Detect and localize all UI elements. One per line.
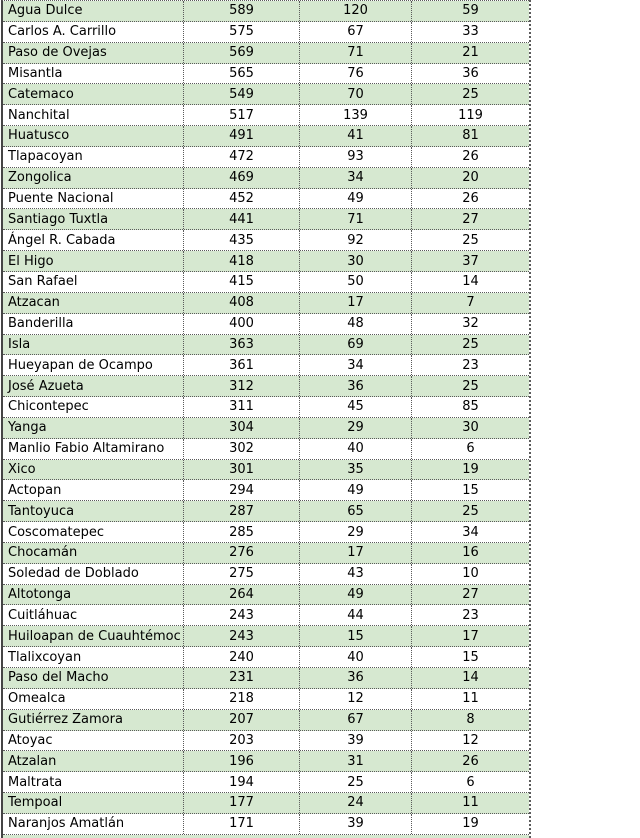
value-cell: 32 (462, 316, 479, 332)
value-cell: 207 (184, 710, 300, 730)
value-cell: 24 (300, 793, 412, 813)
municipality-name-cell: Yanga (3, 418, 184, 438)
municipality-name-cell: Manlio Fabio Altamirano (3, 439, 184, 459)
value-cell: 14 (462, 670, 479, 686)
value-cell: 12 (462, 732, 479, 748)
value-cell: 26 (462, 191, 479, 207)
value-cell: 312 (184, 376, 300, 396)
table-row (3, 84, 529, 105)
value-cell: 19 (462, 461, 479, 477)
value-cell: 39 (300, 814, 412, 834)
value-cell: 70 (300, 84, 412, 104)
table-row (3, 418, 529, 439)
value-cell: 26 (462, 149, 479, 165)
table-row (3, 126, 529, 147)
value-cell: 49 (300, 480, 412, 500)
municipality-name-cell: Banderilla (3, 314, 184, 334)
value-cell: 17 (462, 628, 479, 644)
value-cell: 177 (184, 793, 300, 813)
table-row (3, 251, 529, 272)
value-cell: 45 (300, 397, 412, 417)
value-cell: 240 (184, 647, 300, 667)
value-cell: 25 (462, 503, 479, 519)
value-cell: 34 (300, 355, 412, 375)
table-row (3, 626, 529, 647)
table-row (3, 376, 529, 397)
municipality-name-cell: Omealca (3, 689, 184, 709)
municipality-name-cell: Paso del Macho (3, 668, 184, 688)
municipality-name-cell: Carlos A. Carrillo (3, 22, 184, 42)
value-cell: 30 (462, 420, 479, 436)
value-cell: 67 (300, 710, 412, 730)
value-cell: 25 (462, 86, 479, 102)
value-cell: 49 (300, 189, 412, 209)
value-cell: 243 (184, 605, 300, 625)
municipality-name-cell: Ángel R. Cabada (3, 230, 184, 250)
table-row (3, 522, 529, 543)
municipality-name-cell: Soledad de Doblado (3, 564, 184, 584)
value-cell: 120 (300, 1, 412, 21)
table-row (3, 355, 529, 376)
value-cell: 23 (462, 357, 479, 373)
value-cell: 171 (184, 814, 300, 834)
value-cell: 29 (300, 522, 412, 542)
table-row (3, 439, 529, 460)
value-cell: 549 (184, 84, 300, 104)
municipality-name-cell: Zongolica (3, 168, 184, 188)
value-cell: 6 (466, 441, 475, 457)
value-cell: 139 (300, 105, 412, 125)
municipality-name-cell: Actopan (3, 480, 184, 500)
value-cell: 14 (462, 274, 479, 290)
municipality-name-cell: Huiloapan de Cuauhtémoc (3, 626, 184, 646)
municipality-name-cell: Tempoal (3, 793, 184, 813)
value-cell: 69 (300, 335, 412, 355)
value-cell: 19 (462, 816, 479, 832)
table-row (3, 668, 529, 689)
value-cell: 218 (184, 689, 300, 709)
value-cell: 203 (184, 731, 300, 751)
value-cell: 441 (184, 209, 300, 229)
value-cell: 10 (462, 566, 479, 582)
value-cell: 41 (300, 126, 412, 146)
value-cell: 589 (184, 1, 300, 21)
value-cell: 472 (184, 147, 300, 167)
value-cell: 491 (184, 126, 300, 146)
value-cell: 36 (300, 668, 412, 688)
value-cell: 575 (184, 22, 300, 42)
municipality-name-cell: Tlalixcoyan (3, 647, 184, 667)
municipality-name-cell: Tantoyuca (3, 501, 184, 521)
table-row (3, 585, 529, 606)
municipality-name-cell: Gutiérrez Zamora (3, 710, 184, 730)
table-row (3, 209, 529, 230)
municipality-name-cell: Altotonga (3, 585, 184, 605)
value-cell: 15 (462, 649, 479, 665)
value-cell: 76 (300, 64, 412, 84)
table-row (3, 168, 529, 189)
value-cell: 67 (300, 22, 412, 42)
value-cell: 25 (300, 772, 412, 792)
value-cell: 71 (300, 43, 412, 63)
table-row (3, 772, 529, 793)
value-cell: 400 (184, 314, 300, 334)
value-cell: 311 (184, 397, 300, 417)
table-row (3, 480, 529, 501)
value-cell: 23 (462, 607, 479, 623)
value-cell: 31 (300, 751, 412, 771)
value-cell: 15 (462, 482, 479, 498)
value-cell: 29 (300, 418, 412, 438)
municipality-table (1, 0, 531, 838)
municipality-name-cell: Atoyac (3, 731, 184, 751)
value-cell: 435 (184, 230, 300, 250)
value-cell: 34 (462, 524, 479, 540)
municipality-name-cell: Santiago Tuxtla (3, 209, 184, 229)
value-cell: 17 (300, 293, 412, 313)
table-row (3, 543, 529, 564)
value-cell: 275 (184, 564, 300, 584)
value-cell: 27 (462, 587, 479, 603)
table-row (3, 397, 529, 418)
value-cell: 34 (300, 168, 412, 188)
value-cell: 415 (184, 272, 300, 292)
value-cell: 194 (184, 772, 300, 792)
value-cell: 119 (458, 107, 483, 123)
value-cell: 361 (184, 355, 300, 375)
value-cell: 517 (184, 105, 300, 125)
municipality-name-cell: Coscomatepec (3, 522, 184, 542)
value-cell: 21 (462, 45, 479, 61)
table-row (3, 147, 529, 168)
municipality-name-cell: Isla (3, 335, 184, 355)
value-cell: 302 (184, 439, 300, 459)
value-cell: 11 (462, 795, 479, 811)
value-cell: 26 (462, 753, 479, 769)
table-row (3, 793, 529, 814)
value-cell: 304 (184, 418, 300, 438)
table-row (3, 22, 529, 43)
value-cell: 49 (300, 585, 412, 605)
value-cell: 25 (462, 232, 479, 248)
municipality-name-cell: Naranjos Amatlán (3, 814, 184, 834)
value-cell: 48 (300, 314, 412, 334)
value-cell: 65 (300, 501, 412, 521)
value-cell: 25 (462, 336, 479, 352)
value-cell: 43 (300, 564, 412, 584)
municipality-name-cell: Agua Dulce (3, 1, 184, 21)
value-cell: 8 (466, 712, 475, 728)
municipality-name-cell: José Azueta (3, 376, 184, 396)
value-cell: 30 (300, 251, 412, 271)
value-cell: 37 (462, 253, 479, 269)
municipality-name-cell: Chicontepec (3, 397, 184, 417)
municipality-name-cell: Xico (3, 460, 184, 480)
value-cell: 25 (462, 378, 479, 394)
value-cell: 59 (462, 3, 479, 19)
value-cell: 12 (300, 689, 412, 709)
value-cell: 15 (300, 626, 412, 646)
value-cell: 285 (184, 522, 300, 542)
value-cell: 452 (184, 189, 300, 209)
value-cell: 36 (462, 65, 479, 81)
table-row (3, 689, 529, 710)
table-row (3, 564, 529, 585)
municipality-name-cell: Huatusco (3, 126, 184, 146)
value-cell: 418 (184, 251, 300, 271)
table-row (3, 230, 529, 251)
value-cell: 231 (184, 668, 300, 688)
table-row (3, 460, 529, 481)
value-cell: 294 (184, 480, 300, 500)
value-cell: 36 (300, 376, 412, 396)
value-cell: 196 (184, 751, 300, 771)
value-cell: 81 (462, 128, 479, 144)
table-row (3, 731, 529, 752)
value-cell: 569 (184, 43, 300, 63)
municipality-name-cell: Nanchital (3, 105, 184, 125)
value-cell: 264 (184, 585, 300, 605)
municipality-table-body (3, 1, 529, 835)
table-row (3, 272, 529, 293)
municipality-name-cell: Hueyapan de Ocampo (3, 355, 184, 375)
municipality-name-cell: Atzalan (3, 751, 184, 771)
value-cell: 17 (300, 543, 412, 563)
municipality-name-cell: San Rafael (3, 272, 184, 292)
value-cell: 39 (300, 731, 412, 751)
municipality-name-cell: Paso de Ovejas (3, 43, 184, 63)
municipality-name-cell: Maltrata (3, 772, 184, 792)
table-row (3, 43, 529, 64)
municipality-name-cell: Puente Nacional (3, 189, 184, 209)
table-row (3, 814, 529, 835)
table-row (3, 314, 529, 335)
value-cell: 44 (300, 605, 412, 625)
value-cell: 301 (184, 460, 300, 480)
table-row (3, 105, 529, 126)
value-cell: 243 (184, 626, 300, 646)
value-cell: 50 (300, 272, 412, 292)
municipality-name-cell: Atzacan (3, 293, 184, 313)
table-row (3, 293, 529, 314)
table-row (3, 335, 529, 356)
value-cell: 35 (300, 460, 412, 480)
value-cell: 40 (300, 647, 412, 667)
value-cell: 287 (184, 501, 300, 521)
value-cell: 565 (184, 64, 300, 84)
value-cell: 6 (466, 774, 475, 790)
municipality-name-cell: Misantla (3, 64, 184, 84)
value-cell: 93 (300, 147, 412, 167)
table-row (3, 605, 529, 626)
value-cell: 33 (462, 24, 479, 40)
table-row (3, 64, 529, 85)
value-cell: 85 (462, 399, 479, 415)
value-cell: 11 (462, 691, 479, 707)
value-cell: 363 (184, 335, 300, 355)
table-row (3, 751, 529, 772)
table-row (3, 501, 529, 522)
value-cell: 71 (300, 209, 412, 229)
table-row (3, 710, 529, 731)
value-cell: 276 (184, 543, 300, 563)
municipality-name-cell: Tlapacoyan (3, 147, 184, 167)
value-cell: 27 (462, 211, 479, 227)
value-cell: 40 (300, 439, 412, 459)
municipality-name-cell: El Higo (3, 251, 184, 271)
table-row (3, 189, 529, 210)
partial-row-cutoff (3, 835, 529, 838)
value-cell: 20 (462, 170, 479, 186)
municipality-name-cell: Chocamán (3, 543, 184, 563)
value-cell: 469 (184, 168, 300, 188)
municipality-name-cell: Cuitláhuac (3, 605, 184, 625)
value-cell: 16 (462, 545, 479, 561)
value-cell: 92 (300, 230, 412, 250)
table-row (3, 1, 529, 22)
value-cell: 408 (184, 293, 300, 313)
municipality-name-cell: Catemaco (3, 84, 184, 104)
table-row (3, 647, 529, 668)
value-cell: 7 (466, 295, 475, 311)
